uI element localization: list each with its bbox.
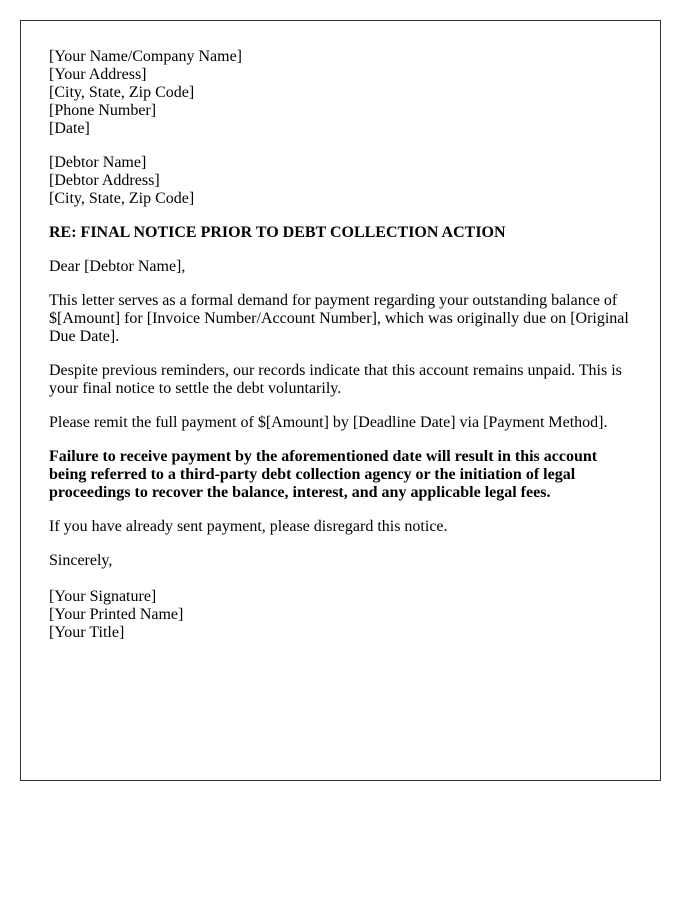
sender-city-state-zip: [City, State, Zip Code] bbox=[49, 84, 195, 101]
closing: Sincerely, bbox=[49, 552, 113, 569]
letter-page bbox=[20, 20, 661, 781]
debtor-city-state-zip: [City, State, Zip Code] bbox=[49, 190, 195, 207]
debtor-name: [Debtor Name] bbox=[49, 154, 147, 171]
body-paragraph-warning: Failure to receive payment by the aforementioned date will result in this account being referred to a third-party debt collection agency or the initiation of legal proceedings to recover the balance, interest, and any applicable legal fees. bbox=[49, 448, 598, 501]
sender-name: [Your Name/Company Name] bbox=[49, 48, 243, 65]
sender-title: [Your Title] bbox=[49, 624, 125, 641]
body-paragraph-remit: Please remit the full payment of $[Amount] by [Deadline Date] via [Payment Method]. bbox=[49, 414, 608, 431]
sender-phone: [Phone Number] bbox=[49, 102, 157, 119]
letter-date: [Date] bbox=[49, 120, 90, 137]
sender-block bbox=[49, 48, 632, 138]
debtor-address: [Debtor Address] bbox=[49, 172, 160, 189]
signature: [Your Signature] bbox=[49, 588, 157, 605]
salutation: Dear [Debtor Name], bbox=[49, 258, 186, 275]
recipient-block bbox=[49, 154, 632, 208]
body-paragraph-demand: This letter serves as a formal demand for payment regarding your outstanding balance of $[Amount] for [Invoice Number/Account Number], which was originally due on [Original Due Date]. bbox=[49, 292, 629, 345]
sender-address: [Your Address] bbox=[49, 66, 147, 83]
signature-block bbox=[49, 588, 632, 642]
printed-name: [Your Printed Name] bbox=[49, 606, 184, 623]
body-paragraph-disregard: If you have already sent payment, please disregard this notice. bbox=[49, 518, 448, 535]
subject-line: RE: FINAL NOTICE PRIOR TO DEBT COLLECTION ACTION bbox=[49, 224, 506, 241]
body-paragraph-reminder: Despite previous reminders, our records indicate that this account remains unpaid. This is your final notice to settle the debt voluntarily. bbox=[49, 362, 622, 397]
